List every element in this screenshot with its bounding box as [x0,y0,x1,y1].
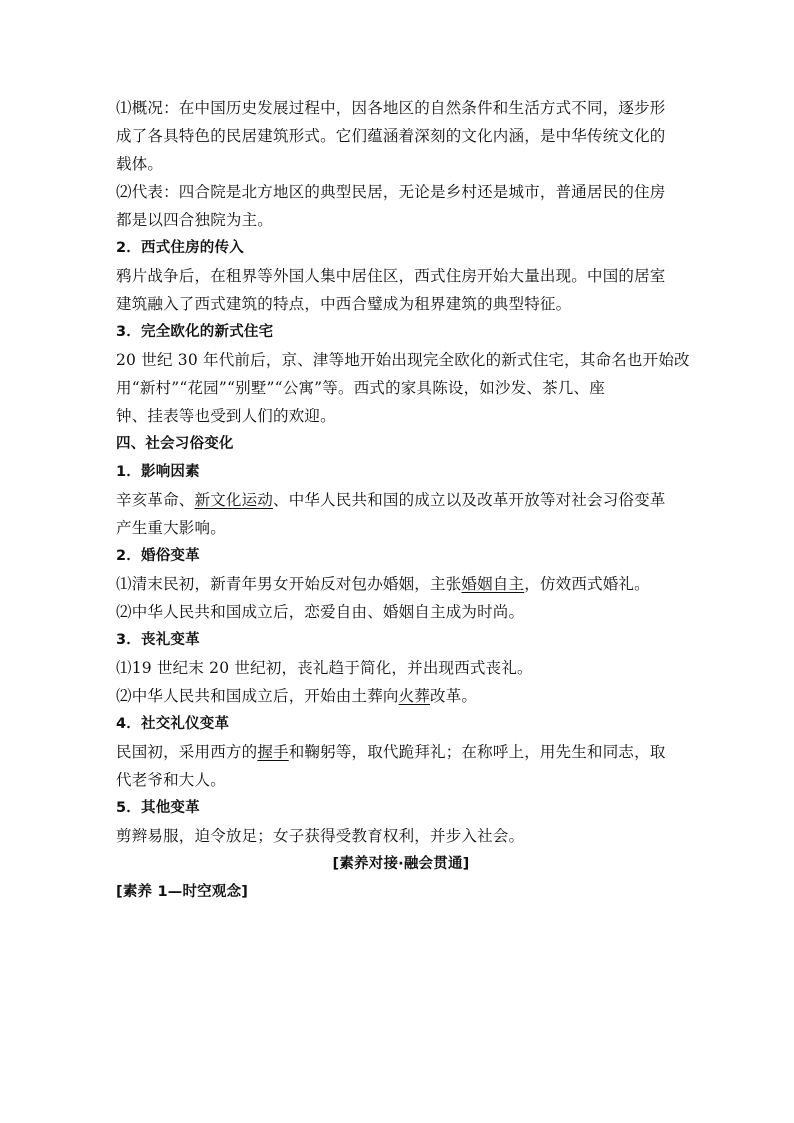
chapter-heading: 四、社会习俗变化 [116,436,234,452]
underlined-term: 新文化运动 [194,491,274,509]
text-span: 、中华人民共和国的成立以及改革开放等对社会习俗变革 [273,491,666,509]
paragraph-line: 成了各具特色的民居建筑形式。它们蕴涵着深刻的文化内涵，是中华传统文化的 [116,127,666,145]
section-heading: 4．社交礼仪变革 [116,716,230,732]
paragraph-line: ⑵代表：四合院是北方地区的典型民居，无论是乡村还是城市，普通居民的住房 [116,183,666,201]
paragraph-line: ⑴概况：在中国历史发展过程中，因各地区的自然条件和生活方式不同，逐步形 [116,99,666,117]
paragraph-line: 钟、挂表等也受到人们的欢迎。 [116,407,336,425]
paragraph-line: 用“新村”“花园”“别墅”“公寓”等。西式的家具陈设，如沙发、茶几、座 [116,379,605,397]
section-heading: 2．婚俗变革 [116,548,200,564]
paragraph-line [116,682,686,710]
text-span: 辛亥革命、 [116,491,195,509]
paragraph-line: 都是以四合独院为主。 [116,211,274,229]
paragraph-line: 20 世纪 30 年代前后，京、津等地开始出现完全欧化的新式住宅，其命名也开始改 [116,351,690,369]
paragraph-line [116,570,686,598]
paragraph-line: 建筑融入了西式建筑的特点，中西合璧成为租界建筑的典型特征。 [116,295,572,313]
document-page [116,94,690,906]
sub-title: [素养 1—时空观念] [116,884,249,900]
section-heading: 3．丧礼变革 [116,632,200,648]
underlined-term: 握手 [257,743,289,761]
section-heading: 3．完全欧化的新式住宅 [116,324,274,340]
paragraph-line [116,486,686,514]
section-heading: 2．西式住房的传入 [116,240,244,256]
section-title: [素养对接·融会贯通] [332,856,470,872]
text-span: 民国初，采用西方的 [116,743,258,761]
paragraph-line: 剪辫易服，迫令放足；女子获得受教育权利，并步入社会。 [116,827,525,845]
section-heading: 5．其他变革 [116,800,200,816]
underlined-term: 火葬 [398,687,431,705]
text-span: ，仿效西式婚礼。 [524,575,650,593]
text-span: ⑵中华人民共和国成立后，开始由土葬向 [116,687,399,705]
text-span: 和鞠躬等，取代跪拜礼；在称呼上，用先生和同志，取 [288,743,666,761]
text-span: 改革。 [430,687,478,705]
section-heading: 1．影响因素 [116,464,200,480]
paragraph-line: ⑴19 世纪末 20 世纪初，丧礼趋于简化，并出现西式丧礼。 [116,659,533,677]
paragraph-line: ⑵中华人民共和国成立后，恋爱自由、婚姻自主成为时尚。 [116,603,525,621]
paragraph-line [116,738,686,766]
paragraph-line: 鸦片战争后，在租界等外国人集中居住区，西式住房开始大量出现。中国的居室 [116,267,666,285]
paragraph-line: 产生重大影响。 [116,519,226,537]
paragraph-line: 代老爷和大人。 [116,771,226,789]
underlined-term: 婚姻自主 [461,575,525,593]
paragraph-line: 载体。 [116,155,164,173]
text-span: ⑴清末民初，新青年男女开始反对包办婚姻，主张 [116,575,462,593]
